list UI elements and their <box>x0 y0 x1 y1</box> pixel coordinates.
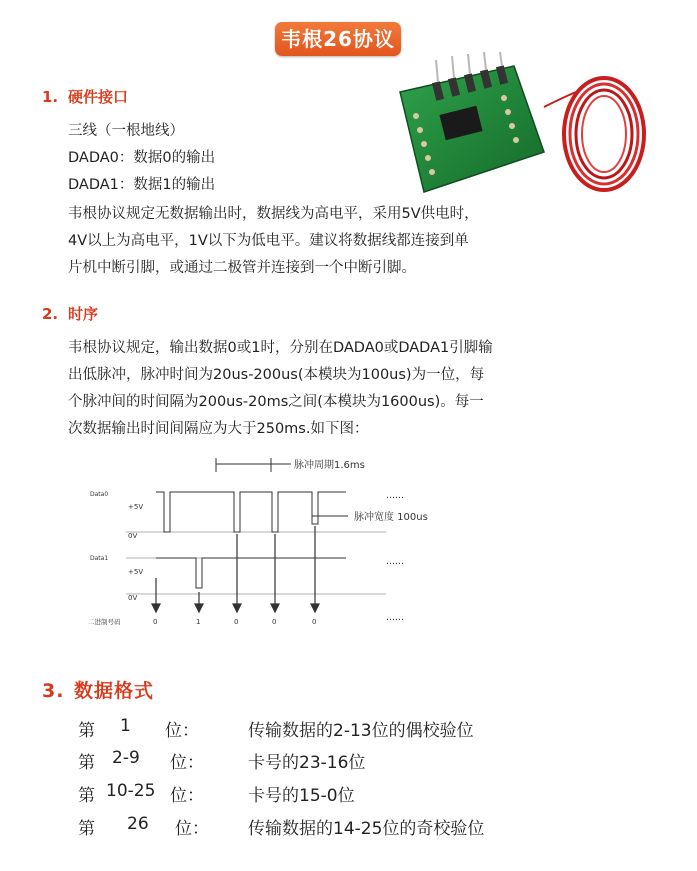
format-row-pos: 2-9 <box>112 748 140 768</box>
bit-value: 0 <box>153 618 158 626</box>
section-1-line: 韦根协议规定无数据输出时，数据线为高电平，采用5V供电时， <box>68 206 479 222</box>
format-row-wei: 位： <box>170 753 204 773</box>
data1-waveform <box>156 558 346 588</box>
format-row-di: 第 <box>78 753 95 773</box>
section-1-line: 三线（一根地线） <box>68 123 184 139</box>
data1-label: Data1 <box>90 555 109 562</box>
section-1-line: 片机中断引脚，或通过二极管并连接到一个中断引脚。 <box>68 260 416 276</box>
section-1-line: DADA0：数据0的输出 <box>68 150 216 166</box>
binary-dots: …… <box>386 613 404 623</box>
format-row-desc: 卡号的15-0位 <box>248 786 355 806</box>
format-row-desc: 传输数据的2-13位的偶校验位 <box>248 721 474 741</box>
section-2-number: 2. <box>42 305 59 323</box>
bit-value: 0 <box>272 618 277 626</box>
data0-5v-label: +5V <box>128 503 144 511</box>
section-2-line: 出低脉冲，脉冲时间为20us-200us(本模块为100us)为一位，每 <box>68 367 485 383</box>
pcb-board <box>400 52 544 192</box>
section-1-title: 硬件接口 <box>68 88 129 106</box>
format-row-desc: 传输数据的14-25位的奇校验位 <box>248 819 485 839</box>
format-row-pos: 1 <box>120 716 131 736</box>
format-row-di: 第 <box>78 786 95 806</box>
section-3-title: 数据格式 <box>74 680 155 702</box>
section-2-line: 个脉冲间的时间隔为200us-20ms之间(本模块为1600us)。每一 <box>68 394 484 410</box>
data1-0v-label: 0V <box>128 594 138 602</box>
antenna-coil <box>544 78 644 190</box>
section-1-heading <box>42 86 128 107</box>
section-2-title: 时序 <box>68 305 99 323</box>
bit-value: 1 <box>196 618 201 626</box>
module-photo <box>394 52 652 200</box>
format-row-di: 第 <box>78 819 95 839</box>
period-label: 脉冲周期1.6ms <box>294 460 365 471</box>
section-2-line: 韦根协议规定，输出数据0或1时，分别在DADA0或DADA1引脚输 <box>68 340 493 356</box>
format-row-desc: 卡号的23-16位 <box>248 753 366 773</box>
page-title: 韦根26协议 <box>275 22 401 56</box>
data0-label: Data0 <box>90 491 109 498</box>
binary-label: 二进制号码 <box>88 618 121 626</box>
data0-waveform <box>156 492 346 532</box>
width-label: 脉冲宽度 100us <box>354 512 428 523</box>
bit-value: 0 <box>234 618 239 626</box>
section-1-number: 1. <box>42 88 59 106</box>
format-row-wei: 位： <box>170 786 204 806</box>
data1-5v-label: +5V <box>128 568 144 576</box>
section-2-line: 次数据输出时间间隔应为大于250ms.如下图： <box>68 421 369 437</box>
data0-0v-label: 0V <box>128 532 138 540</box>
section-3-heading <box>42 676 154 703</box>
format-row-pos: 10-25 <box>106 781 156 801</box>
bit-arrows <box>152 526 319 612</box>
bit-value: 0 <box>312 618 317 626</box>
format-row-di: 第 <box>78 721 95 741</box>
data1-dots: …… <box>386 557 404 567</box>
format-row-pos: 26 <box>127 814 149 834</box>
section-2-heading <box>42 303 98 324</box>
data0-dots: …… <box>386 491 404 501</box>
format-row-wei: 位： <box>175 819 209 839</box>
format-row-wei: 位： <box>165 721 199 741</box>
section-1-line: 4V以上为高电平，1V以下为低电平。建议将数据线都连接到单 <box>68 233 469 249</box>
timing-diagram <box>86 448 456 638</box>
section-3-number: 3. <box>42 680 65 702</box>
section-1-line: DADA1：数据1的输出 <box>68 177 216 193</box>
